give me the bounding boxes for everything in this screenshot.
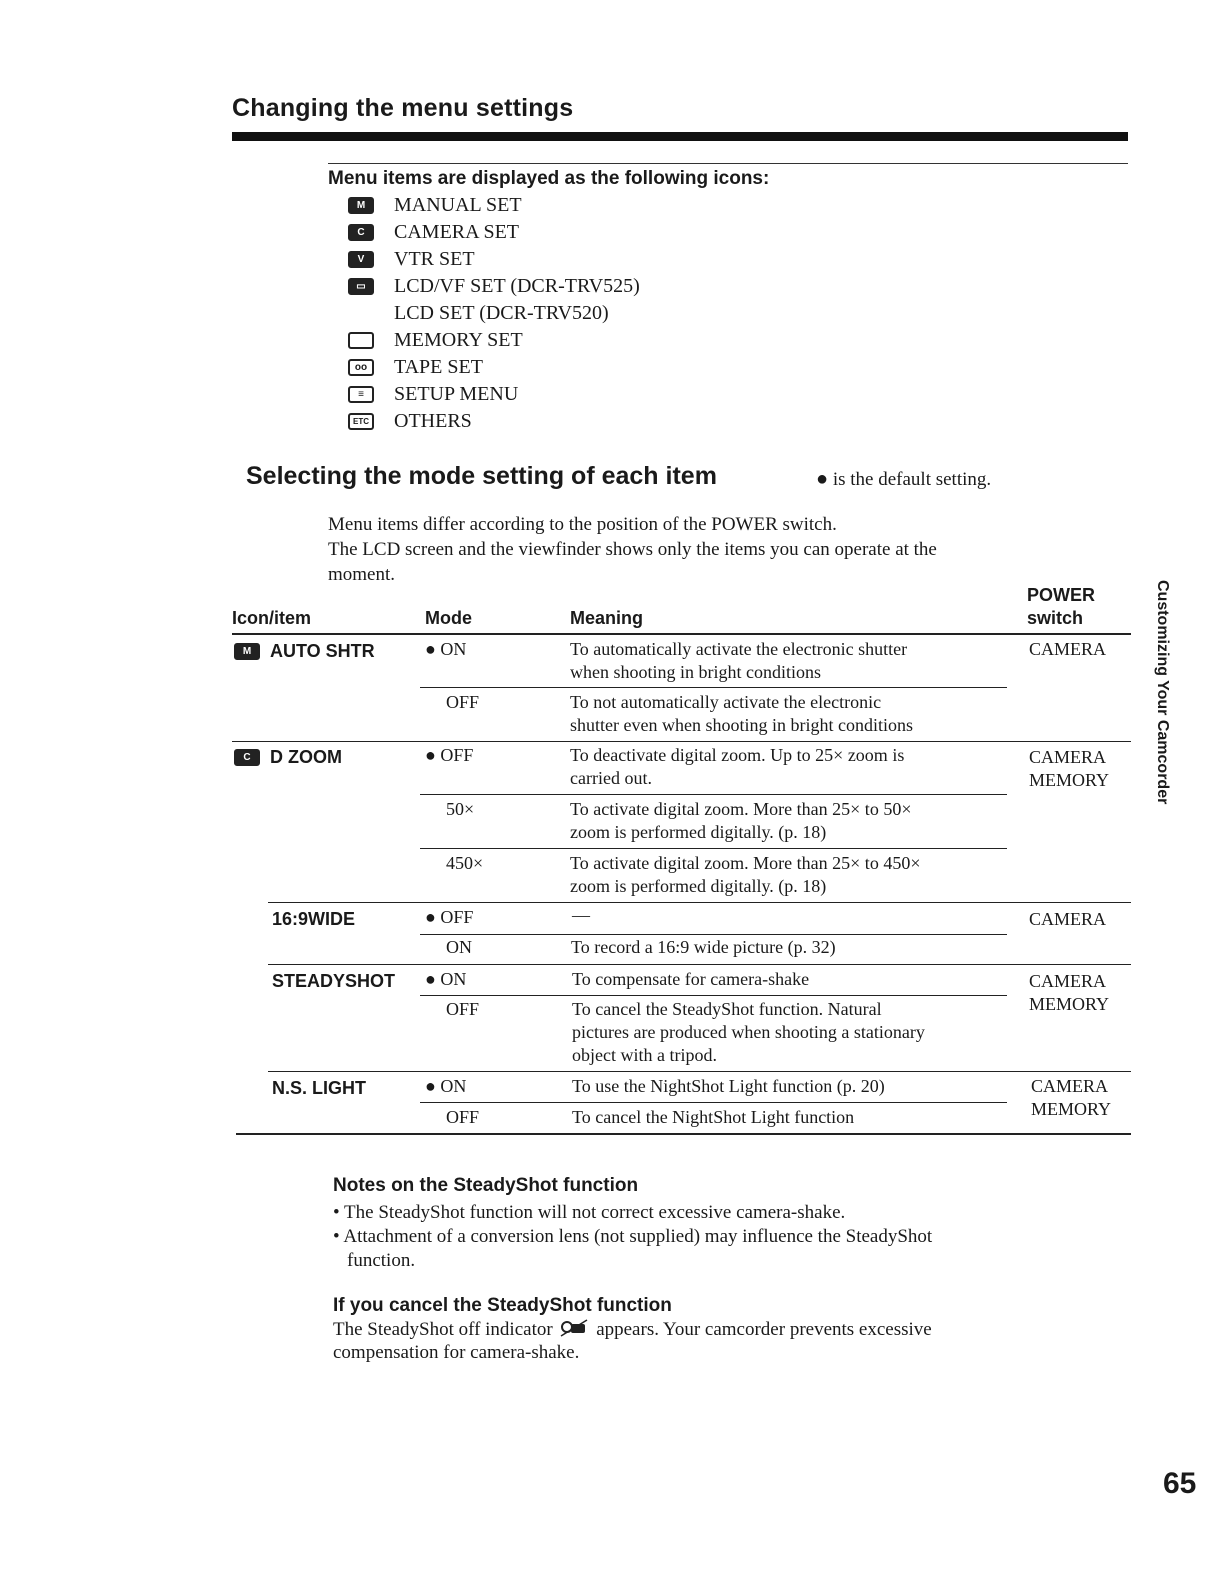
power-switch-value [1029, 970, 1109, 1016]
mode-value: OFF [446, 1107, 480, 1127]
mode-value: ● OFF [425, 907, 474, 927]
row-rule [420, 1102, 1007, 1103]
power-line: MEMORY [1029, 770, 1110, 790]
icon-list-item [348, 219, 519, 246]
mode-value: ● ON [425, 1076, 467, 1096]
camera-set-icon: C [348, 224, 374, 241]
others-icon: ETC [348, 413, 374, 430]
mode-value: OFF [446, 999, 480, 1019]
mode-value: ● ON [425, 969, 467, 989]
vtr-set-icon: V [348, 251, 374, 268]
memory-set-icon [348, 332, 374, 349]
icon-label: LCD SET (DCR-TRV520) [394, 302, 609, 324]
icon-list-item [348, 327, 523, 354]
cancel-heading: If you cancel the SteadyShot function [333, 1295, 672, 1316]
meaning-text: To compensate for camera-shake [572, 969, 810, 989]
item-name: D ZOOM [270, 747, 342, 767]
meaning-line: To deactivate digital zoom. Up to 25× zoom is [570, 745, 905, 765]
table-row [234, 641, 375, 662]
power-line: CAMERA [1031, 1076, 1109, 1096]
power-line: CAMERA [1029, 971, 1107, 991]
camera-set-icon: C [234, 749, 260, 766]
meaning-text [572, 998, 925, 1067]
cancel-line: compensation for camera-shake. [333, 1342, 580, 1363]
meaning-line: zoom is performed digitally. (p. 18) [570, 822, 827, 842]
item-name: N.S. LIGHT [272, 1078, 366, 1098]
table-header-rule [232, 633, 1131, 635]
icon-label: VTR SET [394, 248, 475, 270]
page-title: Changing the menu settings [232, 94, 574, 122]
notes-heading: Notes on the SteadyShot function [333, 1175, 639, 1196]
setup-menu-icon: ≡ [348, 386, 374, 403]
meaning-text: To record a 16:9 wide picture (p. 32) [571, 937, 836, 957]
meaning-line: carried out. [570, 768, 652, 788]
lcd-vf-set-icon: ▭ [348, 278, 374, 295]
title-rule [232, 132, 1128, 141]
icon-label: CAMERA SET [394, 221, 520, 243]
table-row [234, 747, 342, 768]
column-header-mode: Mode [425, 608, 472, 628]
meaning-text: To use the NightShot Light function (p. 20) [572, 1076, 885, 1096]
section-heading: Selecting the mode setting of each item [246, 462, 717, 490]
meaning-text: To cancel the NightShot Light function [572, 1107, 855, 1127]
icons-heading: Menu items are displayed as the following icons: [328, 168, 770, 189]
icon-list-item [348, 300, 609, 327]
power-line: MEMORY [1029, 994, 1110, 1014]
column-header-meaning: Meaning [570, 608, 644, 628]
page-number: 65 [1163, 1467, 1197, 1500]
row-rule [420, 848, 1007, 849]
power-switch-value [1031, 1075, 1111, 1121]
icon-list-item [348, 408, 472, 435]
steadyshot-off-icon [559, 1318, 589, 1338]
meaning-line: shutter even when shooting in bright conditions [570, 715, 913, 735]
meaning-text [570, 852, 920, 898]
meaning-line: To activate digital zoom. More than 25× to 450× [570, 853, 921, 873]
paragraph-line: moment. [328, 564, 396, 585]
icon-label: LCD/VF SET (DCR-TRV525) [394, 275, 640, 297]
meaning-text [570, 744, 904, 790]
icon-list-item [348, 381, 518, 408]
intro-paragraph [328, 512, 1088, 587]
meaning-text: — [572, 905, 590, 925]
mode-value: 50× [446, 799, 475, 819]
side-tab-label: Customizing Your Camcorder [1154, 580, 1171, 805]
row-rule [268, 964, 1131, 965]
item-name: AUTO SHTR [270, 641, 375, 661]
icon-list-item [348, 354, 483, 381]
row-rule [420, 687, 1007, 688]
mode-value: ● ON [425, 639, 467, 659]
tape-set-icon: oo [348, 359, 374, 376]
meaning-text [570, 691, 913, 737]
power-switch-value [1029, 746, 1109, 792]
paragraph-line: Menu items differ according to the position of the POWER switch. [328, 514, 837, 535]
icon-list-item [348, 273, 640, 300]
meaning-line: To cancel the SteadyShot function. Natural [572, 999, 882, 1019]
meaning-line: To not automatically activate the electronic [570, 692, 882, 712]
manual-set-icon: M [234, 643, 260, 660]
cancel-text: appears. Your camcorder prevents excessive [596, 1319, 932, 1340]
meaning-line: object with a tripod. [572, 1045, 717, 1065]
paragraph-line: The LCD screen and the viewfinder shows only the items you can operate at the [328, 539, 937, 560]
note-bullet: • Attachment of a conversion lens (not supplied) may influence the SteadyShot [333, 1226, 933, 1247]
icon-label: MANUAL SET [394, 194, 522, 216]
power-line: CAMERA [1029, 747, 1107, 767]
row-rule [420, 934, 1007, 935]
icon-list-item [348, 246, 475, 273]
meaning-line: zoom is performed digitally. (p. 18) [570, 876, 827, 896]
power-line: MEMORY [1031, 1099, 1112, 1119]
column-header-icon-item: Icon/item [232, 608, 312, 628]
icon-label: TAPE SET [394, 356, 483, 378]
icon-label: SETUP MENU [394, 383, 519, 405]
table-bottom-rule [236, 1133, 1131, 1135]
manual-set-icon: M [348, 197, 374, 214]
column-header-power: POWER [1027, 585, 1096, 605]
mode-value: OFF [446, 692, 480, 712]
meaning-line: To automatically activate the electronic shutter [570, 639, 908, 659]
default-note-text: is the default setting. [832, 469, 992, 490]
power-switch-value: CAMERA [1029, 639, 1107, 659]
power-switch-value: CAMERA [1029, 909, 1107, 929]
meaning-line: To activate digital zoom. More than 25× to 50× [570, 799, 912, 819]
meaning-line: pictures are produced when shooting a stationary [572, 1022, 925, 1042]
default-note [816, 468, 991, 491]
meaning-text [570, 638, 907, 684]
mode-value: ON [446, 937, 472, 957]
item-name: 16:9WIDE [272, 909, 356, 929]
meaning-line: when shooting in bright conditions [570, 662, 821, 682]
icon-label: MEMORY SET [394, 329, 523, 351]
icon-list-item [348, 192, 522, 219]
row-rule [268, 902, 1131, 903]
row-rule [420, 995, 1007, 996]
cancel-text: The SteadyShot off indicator [333, 1319, 553, 1340]
item-name: STEADYSHOT [272, 971, 396, 991]
default-dot-icon: ● [816, 468, 829, 490]
note-bullet: • The SteadyShot function will not correct excessive camera-shake. [333, 1202, 846, 1223]
note-bullet-continued: function. [347, 1250, 416, 1271]
cancel-line [333, 1317, 932, 1342]
meaning-text [570, 798, 911, 844]
mode-value: ● OFF [425, 745, 474, 765]
row-rule [420, 794, 1007, 795]
side-tab [1147, 580, 1171, 830]
mode-value: 450× [446, 853, 484, 873]
row-rule [232, 741, 1131, 742]
column-header-switch: switch [1027, 608, 1084, 628]
row-rule [268, 1071, 1131, 1072]
icon-label: OTHERS [394, 410, 472, 432]
divider [328, 163, 1128, 164]
